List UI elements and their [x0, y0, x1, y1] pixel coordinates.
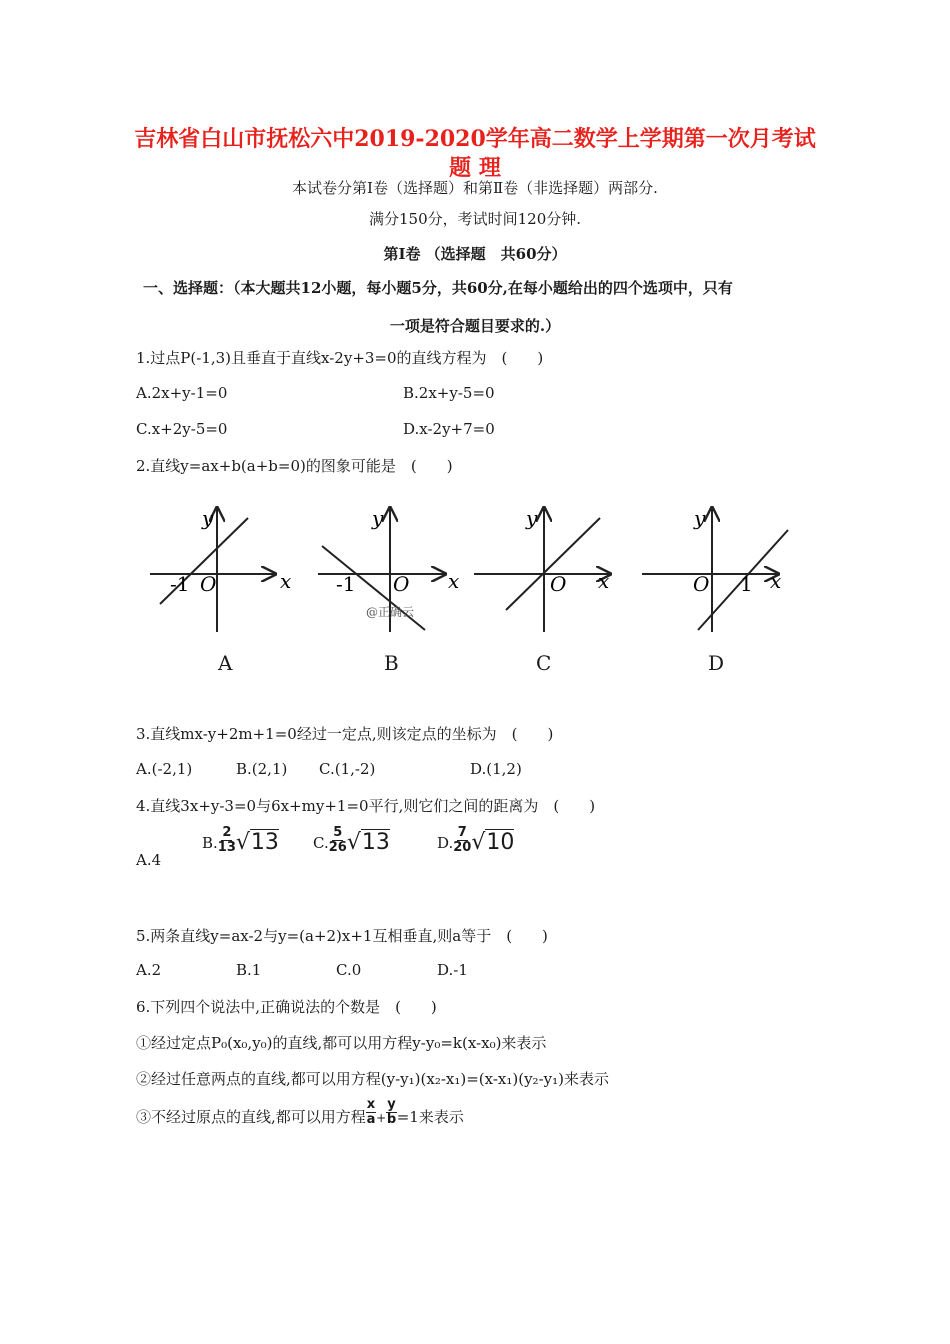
q4-option-d-denominator: 20 [453, 840, 472, 855]
q6-fraction-y-numerator: y [387, 1097, 396, 1112]
graph-b-watermark: @正确云 [366, 605, 415, 619]
graph-c [474, 506, 610, 632]
q2-stem: 2.直线y=ax+b(a+b=0)的图象可能是 ( ) [136, 457, 453, 475]
graph-d-origin-label: O [693, 572, 710, 596]
q4-option-c-prefix: C. [313, 834, 329, 852]
graph-c-x-label: x [598, 569, 610, 593]
q4-option-d-prefix: D. [437, 834, 454, 852]
graph-a [150, 506, 291, 632]
graph-b-caption: B [384, 651, 399, 675]
document-title-line1: 吉林省白山市抚松六中2019-2020学年高二数学上学期第一次月考试 [134, 126, 816, 152]
q4-option-b [202, 826, 279, 855]
q4-option-c-denominator: 26 [328, 840, 347, 855]
q3-stem: 3.直线mx-y+2m+1=0经过一定点,则该定点的坐标为 ( ) [136, 725, 554, 743]
q5-option-a: A.2 [136, 961, 162, 979]
q6-fraction-x-denominator: a [366, 1112, 376, 1127]
part1-instructions-line1: 一、选择题：（本大题共12小题，每小题5分，共60分,在每小题给出的四个选项中，只有 [143, 279, 733, 297]
q3-option-a: A.(-2,1) [136, 760, 193, 778]
q4-option-b-prefix: B. [202, 834, 218, 852]
q6-statement-3-fraction-y-b [386, 1098, 396, 1127]
q4-option-d-sqrt: √10 [471, 830, 515, 855]
q5-option-d: D.-1 [437, 961, 468, 979]
q5-stem: 5.两条直线y=ax-2与y=(a+2)x+1互相垂直,则a等于 ( ) [136, 927, 548, 945]
graph-d-x-label: x [770, 569, 782, 593]
graph-d [642, 506, 788, 632]
q1-option-b: B.2x+y-5=0 [403, 384, 495, 402]
graph-d-intercept-label: 1 [740, 572, 753, 596]
graph-c-caption: C [536, 651, 552, 675]
q6-stem: 6.下列四个说法中,正确说法的个数是 ( ) [136, 998, 437, 1016]
q6-statement-1: ①经过定点P₀(x₀,y₀)的直线,都可以用方程y-y₀=k(x-x₀)来表示 [136, 1034, 547, 1052]
q4-option-c-fraction [329, 826, 347, 855]
q3-option-c: C.(1,-2) [319, 760, 376, 778]
q6-statement-3-fraction-x-a [366, 1098, 376, 1127]
graph-b-intercept-label: -1 [336, 572, 356, 596]
graph-d-caption: D [708, 651, 725, 675]
q4-option-c [313, 826, 390, 855]
q4-option-d-fraction [453, 826, 471, 855]
q4-option-d-numerator: 7 [457, 825, 467, 840]
q4-option-b-fraction [218, 826, 236, 855]
q4-option-b-radicand: 13 [250, 830, 279, 855]
intro-line2: 满分150分，考试时间120分钟. [368, 210, 582, 228]
graph-c-origin-label: O [550, 572, 567, 596]
q4-option-b-numerator: 2 [222, 825, 232, 840]
q4-option-c-numerator: 5 [333, 825, 343, 840]
q3-option-d: D.(1,2) [470, 760, 522, 778]
q4-option-d-radicand: 10 [486, 830, 515, 855]
part1-instructions-line2: 一项是符合题目要求的.） [389, 317, 561, 335]
q1-option-d: D.x-2y+7=0 [403, 420, 495, 438]
document-title-line2: 题 理 [449, 155, 501, 181]
q6-fraction-x-numerator: x [366, 1097, 376, 1112]
q6-statement-3 [136, 1098, 464, 1127]
graph-b-y-label: y [372, 506, 384, 530]
q1-option-c: C.x+2y-5=0 [136, 420, 228, 438]
q4-option-a: A.4 [136, 851, 162, 869]
graph-a-caption: A [218, 651, 233, 675]
q3-option-b: B.(2,1) [236, 760, 288, 778]
graph-a-y-label: y [202, 506, 214, 530]
q4-option-b-denominator: 13 [217, 840, 236, 855]
part1-heading: 第Ⅰ卷 （选择题 共60分） [383, 245, 567, 263]
graph-b-x-label: x [448, 569, 460, 593]
q4-option-d [437, 826, 514, 855]
graph-c-y-label: y [526, 506, 538, 530]
q2-graphs-figure [140, 500, 800, 690]
graph-a-origin-label: O [200, 572, 217, 596]
q4-option-c-sqrt: √13 [346, 830, 390, 855]
graph-a-intercept-label: -1 [170, 572, 190, 596]
graph-d-y-label: y [694, 506, 706, 530]
q6-statement-2: ②经过任意两点的直线,都可以用方程(y-y₁)(x₂-x₁)=(x-x₁)(y₂-y₁)来表示 [136, 1070, 609, 1088]
graph-b [318, 506, 459, 632]
q6-fraction-y-denominator: b [386, 1112, 397, 1127]
q5-option-c: C.0 [336, 961, 362, 979]
graph-a-x-label: x [280, 569, 292, 593]
q1-stem: 1.过点P(-1,3)且垂直于直线x-2y+3=0的直线方程为 ( ) [136, 349, 544, 367]
q6-statement-3-prefix: ③不经过原点的直线,都可以用方程 [136, 1108, 366, 1126]
q6-statement-3-plus: + [376, 1111, 387, 1125]
graph-b-origin-label: O [393, 572, 410, 596]
q1-option-a: A.2x+y-1=0 [136, 384, 228, 402]
q5-option-b: B.1 [236, 961, 262, 979]
q4-option-c-radicand: 13 [361, 830, 390, 855]
q6-statement-3-suffix: =1来表示 [396, 1108, 464, 1126]
q4-stem: 4.直线3x+y-3=0与6x+my+1=0平行,则它们之间的距离为 ( ) [136, 797, 596, 815]
q4-option-b-sqrt: √13 [235, 830, 279, 855]
intro-line1: 本试卷分第Ⅰ卷（选择题）和第Ⅱ卷（非选择题）两部分. [292, 179, 658, 197]
